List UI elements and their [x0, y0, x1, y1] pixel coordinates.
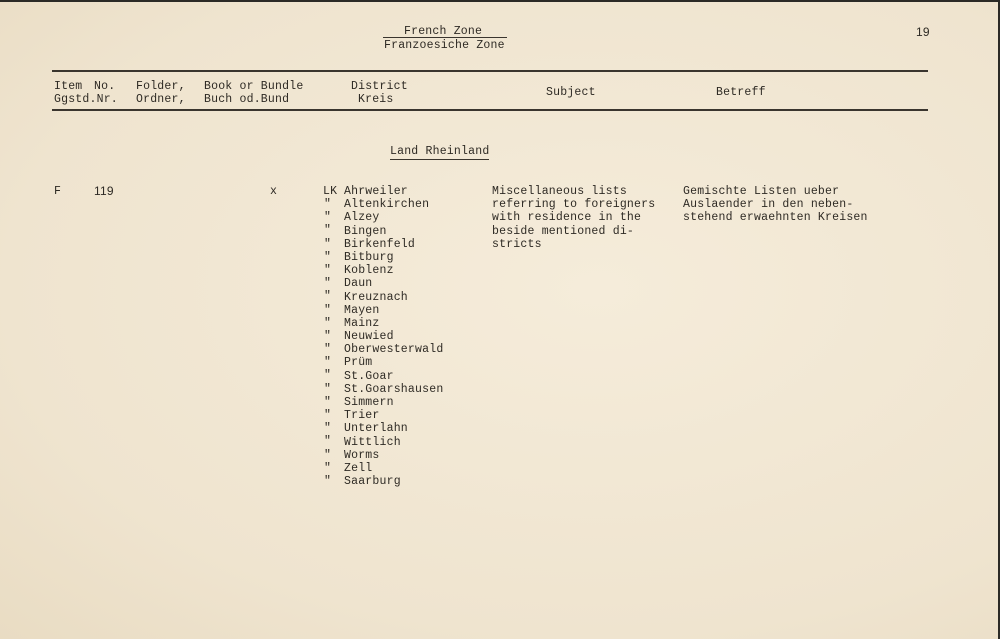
district-item: Ahrweiler [344, 185, 408, 198]
district-item: Oberwesterwald [344, 343, 444, 357]
ditto-mark: " [324, 211, 332, 225]
district-item: St.Goar [344, 369, 394, 383]
district-item: Zell [344, 461, 373, 475]
document-page [0, 2, 998, 639]
page-number: 19 [916, 25, 930, 39]
ditto-mark: " [324, 316, 332, 330]
ditto-mark: " [324, 409, 332, 422]
header-top-rule [52, 70, 928, 72]
district-item: Altenkirchen [344, 198, 430, 212]
district-item: Mainz [344, 316, 380, 330]
header-subject: Subject [546, 86, 596, 99]
district-item: Alzey [344, 211, 380, 225]
district-item: Worms [344, 448, 380, 462]
subject-text [492, 185, 655, 251]
header-folder-de: Ordner, [136, 93, 186, 106]
ditto-mark: " [324, 303, 332, 317]
entry-item: F [54, 185, 62, 198]
ditto-mark: " [324, 461, 332, 475]
district-ditto-column [324, 198, 331, 488]
ditto-mark: " [324, 474, 332, 488]
ditto-mark: " [324, 369, 332, 383]
entry-number: 119 [94, 184, 114, 198]
zone-title-english: French Zone [404, 25, 483, 38]
district-item: Neuwied [344, 330, 394, 344]
header-item: Item [54, 80, 83, 93]
district-item: Daun [344, 277, 373, 291]
ditto-mark: " [324, 250, 332, 264]
district-item: Unterlahn [344, 422, 408, 436]
ditto-mark: " [324, 343, 332, 357]
district-item: Wittlich [344, 435, 401, 449]
ditto-mark: " [324, 263, 332, 277]
district-item: Bitburg [344, 250, 394, 264]
betreff-line: stehend erwaehnten Kreisen [683, 211, 868, 225]
zone-title-german: Franzoesiche Zone [384, 39, 505, 52]
district-item: Mayen [344, 303, 380, 317]
ditto-mark: " [324, 448, 332, 462]
district-item: Prüm [344, 356, 373, 370]
ditto-mark: " [324, 435, 332, 449]
ditto-mark: " [324, 356, 332, 370]
district-list [344, 185, 443, 488]
header-betreff: Betreff [716, 86, 766, 99]
header-item-de: Ggstd.Nr. [54, 93, 118, 106]
subject-line: referring to foreigners [492, 198, 656, 212]
header-book-de: Buch od.Bund [204, 93, 290, 106]
ditto-mark: " [324, 329, 332, 343]
header-book: Book or Bundle [204, 80, 304, 93]
district-item: St.Goarshausen [344, 382, 444, 396]
district-item: Bingen [344, 224, 387, 238]
zone-title-underline [383, 37, 507, 38]
header-district-de: Kreis [358, 93, 394, 106]
ditto-mark: " [324, 382, 332, 396]
section-title: Land Rheinland [390, 145, 490, 158]
header-no: No. [94, 80, 116, 93]
district-item: Kreuznach [344, 290, 408, 304]
ditto-mark: " [324, 277, 332, 291]
ditto-mark: " [324, 198, 332, 211]
entry-book-mark: x [270, 185, 278, 198]
ditto-mark: " [324, 290, 332, 304]
district-item: Simmern [344, 396, 394, 409]
betreff-line: Gemischte Listen ueber [683, 185, 840, 198]
district-item: Trier [344, 409, 380, 423]
entry-district-prefix: LK [323, 185, 338, 198]
subject-line: with residence in the [492, 211, 642, 225]
ditto-mark: " [324, 422, 332, 436]
header-bottom-rule [52, 109, 928, 111]
district-item: Saarburg [344, 475, 401, 489]
subject-line: Miscellaneous lists [492, 185, 627, 198]
betreff-text [683, 185, 868, 225]
subject-line: stricts [492, 237, 542, 251]
betreff-line: Auslaender in den neben- [683, 198, 854, 212]
district-item: Birkenfeld [344, 237, 416, 251]
district-item: Koblenz [344, 264, 394, 278]
header-folder: Folder, [136, 80, 186, 93]
subject-line: beside mentioned di- [492, 224, 635, 238]
ditto-mark: " [324, 237, 332, 251]
header-district: District [351, 80, 408, 93]
ditto-mark: " [324, 224, 332, 238]
ditto-mark: " [324, 395, 332, 409]
